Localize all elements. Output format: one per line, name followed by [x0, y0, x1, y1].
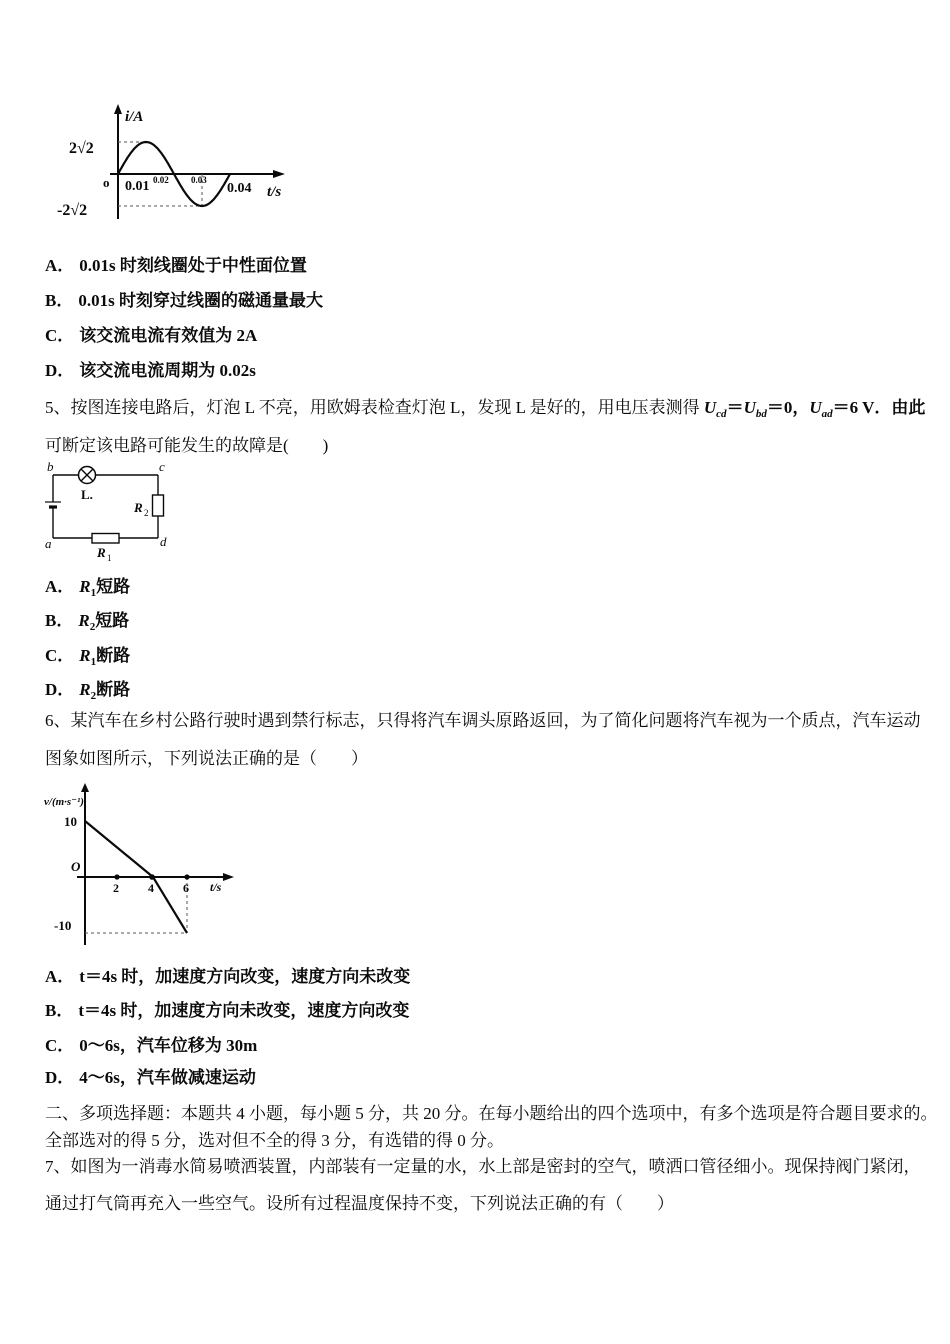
- r-symbol: R: [79, 577, 91, 596]
- lamp-label: L.: [81, 487, 93, 502]
- option-text: 0.01s 时刻穿过线圈的磁通量最大: [78, 291, 323, 310]
- q7-stem-line1: 7、如图为一消毒水简易喷洒装置，内部装有一定量的水，水上部是密封的空气，喷洒口管径细小。现保持阀门紧闭，: [45, 1157, 921, 1176]
- circuit-diagram-figure: [42, 462, 227, 567]
- r-subscript: 2: [90, 690, 97, 702]
- r-subscript: 2: [89, 621, 96, 633]
- q6-option-c: [45, 1036, 257, 1056]
- q5-text: 5、按图连接电路后，灯泡 L 不亮，用欧姆表检查灯泡 L，发现 L 是好的，用电压表测得: [45, 398, 704, 417]
- xtick-4: 4: [148, 881, 154, 895]
- q4-option-a: [45, 256, 307, 276]
- q6-stem-line2: 图象如图所示，下列说法正确的是（ ）: [45, 749, 368, 768]
- equals-six-volts: ＝6 V．由此: [832, 398, 926, 417]
- r-symbol: R: [79, 646, 91, 665]
- xtick-001: 0.01: [125, 179, 150, 194]
- node-b-label: b: [47, 462, 54, 474]
- option-letter: A．: [45, 577, 75, 596]
- q6-option-b: [45, 1001, 409, 1021]
- tick-dot-6s: [184, 874, 189, 879]
- option-text: 0～6s，汽车位移为 30m: [79, 1036, 258, 1055]
- ytick-bottom: -2√2: [57, 202, 88, 219]
- option-text: 断路: [96, 680, 131, 699]
- xtick-6: 6: [183, 881, 189, 895]
- q7-stem-line2: 通过打气筒再充入一些空气。设所有过程温度保持不变，下列说法正确的有（ ）: [45, 1194, 674, 1213]
- xtick-004: 0.04: [227, 181, 252, 196]
- y-axis-arrow-icon: [81, 783, 89, 792]
- xlabel: t/s: [267, 184, 282, 200]
- r-subscript: 1: [90, 587, 97, 599]
- r-symbol: R: [78, 611, 90, 630]
- option-letter: D．: [45, 361, 75, 380]
- option-text: 0.01s 时刻线圈处于中性面位置: [79, 256, 307, 275]
- q5-formula: [703, 398, 926, 420]
- option-letter: C．: [45, 1036, 75, 1055]
- r2-label: R: [134, 500, 143, 515]
- x-axis-arrow-icon: [223, 873, 234, 881]
- ylabel: v/(m·s⁻¹): [44, 796, 84, 808]
- section2-header-line1: 二、多项选择题：本题共 4 小题，每小题 5 分，共 20 分。在每小题给出的四个选项中，有多个选项是符合题目要求的。: [45, 1104, 938, 1123]
- q5-stem-line1: [45, 398, 925, 424]
- u-symbol: U: [703, 398, 717, 417]
- option-text: 断路: [96, 646, 131, 665]
- node-c-label: c: [159, 462, 165, 474]
- q5-option-c: [45, 646, 130, 672]
- r-subscript: 1: [90, 656, 97, 668]
- u-subscript: cd: [716, 408, 727, 420]
- u-subscript: ad: [821, 408, 833, 420]
- origin-label: o: [103, 175, 110, 190]
- option-letter: C．: [45, 646, 75, 665]
- tick-dot-4s: [149, 874, 155, 880]
- xtick-2: 2: [113, 881, 119, 895]
- node-d-label: d: [160, 534, 167, 549]
- resistor-r2: [153, 495, 164, 516]
- option-letter: A．: [45, 967, 75, 986]
- r1-subscript: 1: [107, 553, 112, 563]
- node-a-label: a: [45, 536, 52, 551]
- q4-option-c: [45, 326, 257, 346]
- option-text: t＝4s 时，加速度方向未改变，速度方向改变: [78, 1001, 410, 1020]
- section2-header-line2: 全部选对的得 5 分，选对但不全的得 3 分，有选错的得 0 分。: [45, 1131, 504, 1150]
- q6-stem-line1: 6、某汽车在乡村公路行驶时遇到禁行标志，只得将汽车调头原路返回，为了简化问题将汽车视为一个质点，汽车运动: [45, 711, 921, 730]
- y-axis-arrow-icon: [114, 104, 122, 114]
- option-letter: C．: [45, 326, 75, 345]
- xlabel: t/s: [210, 880, 222, 894]
- r-symbol: R: [79, 680, 91, 699]
- equals: ＝: [726, 398, 744, 417]
- u-symbol: U: [743, 398, 756, 417]
- q6-option-a: [45, 967, 410, 987]
- u-subscript: bd: [755, 408, 767, 420]
- resistor-r1: [92, 534, 119, 544]
- option-text: 短路: [95, 611, 130, 630]
- x-axis-arrow-icon: [273, 170, 285, 178]
- ylabel: i/A: [125, 109, 144, 125]
- q6-option-d: [45, 1068, 256, 1088]
- option-letter: A．: [45, 256, 75, 275]
- option-text: 该交流电流有效值为 2A: [79, 326, 258, 345]
- equals-zero: ＝0，: [766, 398, 810, 417]
- option-letter: B．: [45, 611, 74, 630]
- q5-option-d: [45, 680, 130, 706]
- xtick-003: 0.03: [191, 175, 207, 185]
- u-symbol: U: [809, 398, 822, 417]
- option-letter: B．: [45, 1001, 74, 1020]
- car-vt-graph-figure: [42, 783, 292, 953]
- option-text: t＝4s 时，加速度方向改变，速度方向未改变: [79, 967, 411, 986]
- q4-option-b: [45, 291, 323, 311]
- option-text: 该交流电流周期为 0.02s: [79, 361, 256, 380]
- option-letter: D．: [45, 1068, 75, 1087]
- tick-dot-2s: [114, 874, 119, 879]
- q5-stem-line2: 可断定该电路可能发生的故障是( ): [45, 436, 329, 455]
- option-letter: B．: [45, 291, 74, 310]
- origin-label: O: [71, 859, 81, 874]
- xtick-002: 0.02: [153, 175, 169, 185]
- q4-option-d: [45, 361, 256, 381]
- option-text: 短路: [96, 577, 131, 596]
- q5-option-b: [45, 611, 129, 637]
- option-letter: D．: [45, 680, 75, 699]
- ytick-10: 10: [64, 814, 77, 829]
- r1-label: R: [97, 545, 106, 560]
- ytick-minus10: -10: [54, 918, 72, 933]
- option-text: 4～6s，汽车做减速运动: [79, 1068, 256, 1087]
- ac-current-graph-figure: [55, 103, 315, 238]
- q5-option-a: [45, 577, 130, 603]
- r2-subscript: 2: [144, 508, 149, 518]
- ytick-top: 2√2: [69, 140, 94, 157]
